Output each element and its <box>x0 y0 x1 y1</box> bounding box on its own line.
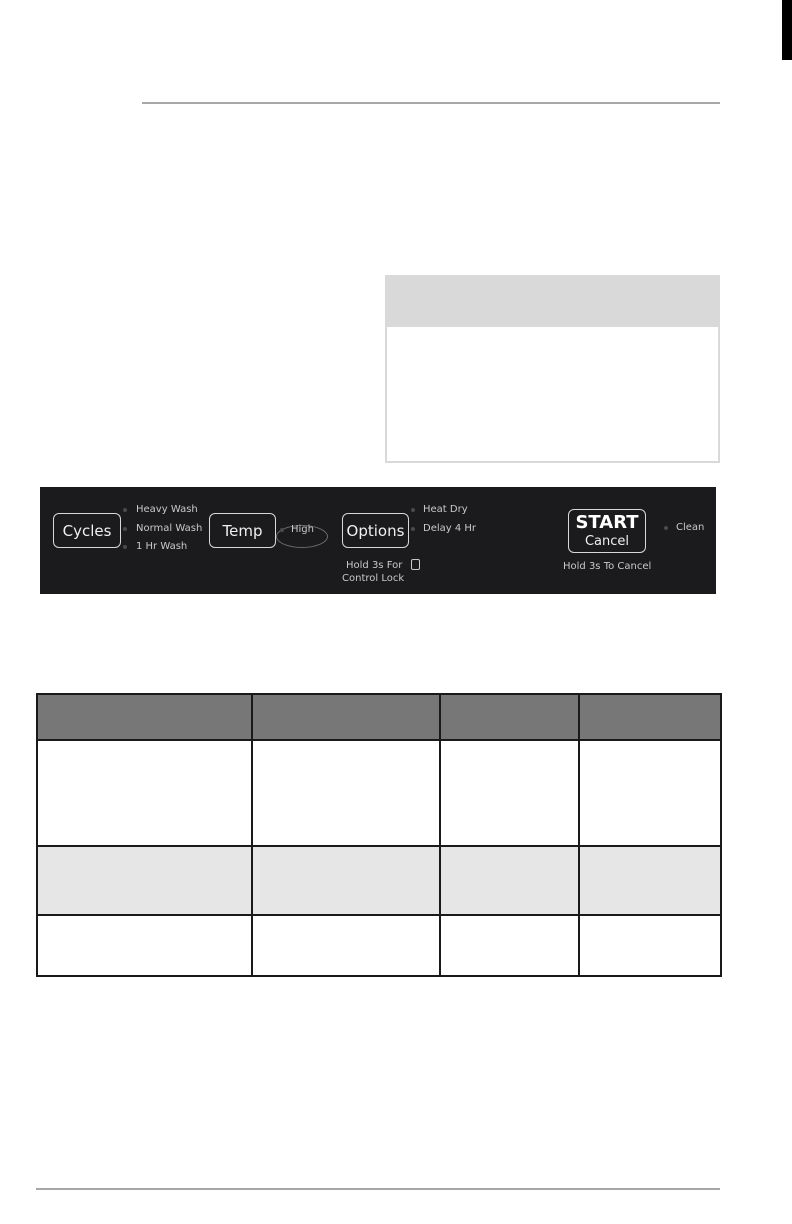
note-box-header <box>387 277 718 327</box>
start-cancel-button[interactable] <box>568 509 646 553</box>
delay-indicator-light <box>411 527 415 531</box>
table-header-cell <box>579 694 721 740</box>
table-row <box>37 915 721 976</box>
table-row <box>37 846 721 915</box>
table-cell <box>440 915 579 976</box>
cycle-option-normal-wash: Normal Wash <box>136 523 203 534</box>
table-cell <box>579 915 721 976</box>
table-header-cell <box>252 694 440 740</box>
heavy-wash-indicator-light <box>123 508 127 512</box>
options-button[interactable]: Options <box>342 513 409 548</box>
temp-option-high: High <box>291 524 314 535</box>
table-header-cell <box>37 694 252 740</box>
page-edge-tab <box>782 0 792 60</box>
heat-dry-indicator-light <box>411 508 415 512</box>
header-rule <box>142 102 720 104</box>
table-cell <box>37 740 252 846</box>
lock-note-line1: Hold 3s For <box>346 560 403 571</box>
table-cell <box>252 915 440 976</box>
clean-indicator-label: Clean <box>676 522 705 533</box>
cycle-option-heavy-wash: Heavy Wash <box>136 504 198 515</box>
cancel-label: Cancel <box>584 534 630 549</box>
table-cell <box>37 846 252 915</box>
high-temp-indicator-light <box>280 528 284 532</box>
cycle-option-1hr-wash: 1 Hr Wash <box>136 541 188 552</box>
clean-indicator-light <box>664 526 668 530</box>
start-label: START <box>575 512 639 533</box>
table-header-row <box>37 694 721 740</box>
table-cell <box>579 740 721 846</box>
control-panel <box>40 487 716 594</box>
table-header-cell <box>440 694 579 740</box>
footer-rule <box>36 1188 720 1190</box>
temp-button[interactable]: Temp <box>209 513 276 548</box>
note-box <box>385 275 720 463</box>
lock-note-line2: Control Lock <box>342 573 405 584</box>
table-cell <box>252 740 440 846</box>
table-row <box>37 740 721 846</box>
normal-wash-indicator-light <box>123 527 127 531</box>
option-heat-dry: Heat Dry <box>423 504 468 515</box>
table-cell <box>440 740 579 846</box>
cancel-note: Hold 3s To Cancel <box>563 561 652 572</box>
cycles-button[interactable]: Cycles <box>53 513 121 548</box>
lock-icon <box>411 559 420 570</box>
option-delay-4hr: Delay 4 Hr <box>423 523 477 534</box>
table-cell <box>252 846 440 915</box>
cycle-table <box>36 693 722 977</box>
1hr-wash-indicator-light <box>123 545 127 549</box>
table-cell <box>440 846 579 915</box>
table-cell <box>37 915 252 976</box>
table-cell <box>579 846 721 915</box>
